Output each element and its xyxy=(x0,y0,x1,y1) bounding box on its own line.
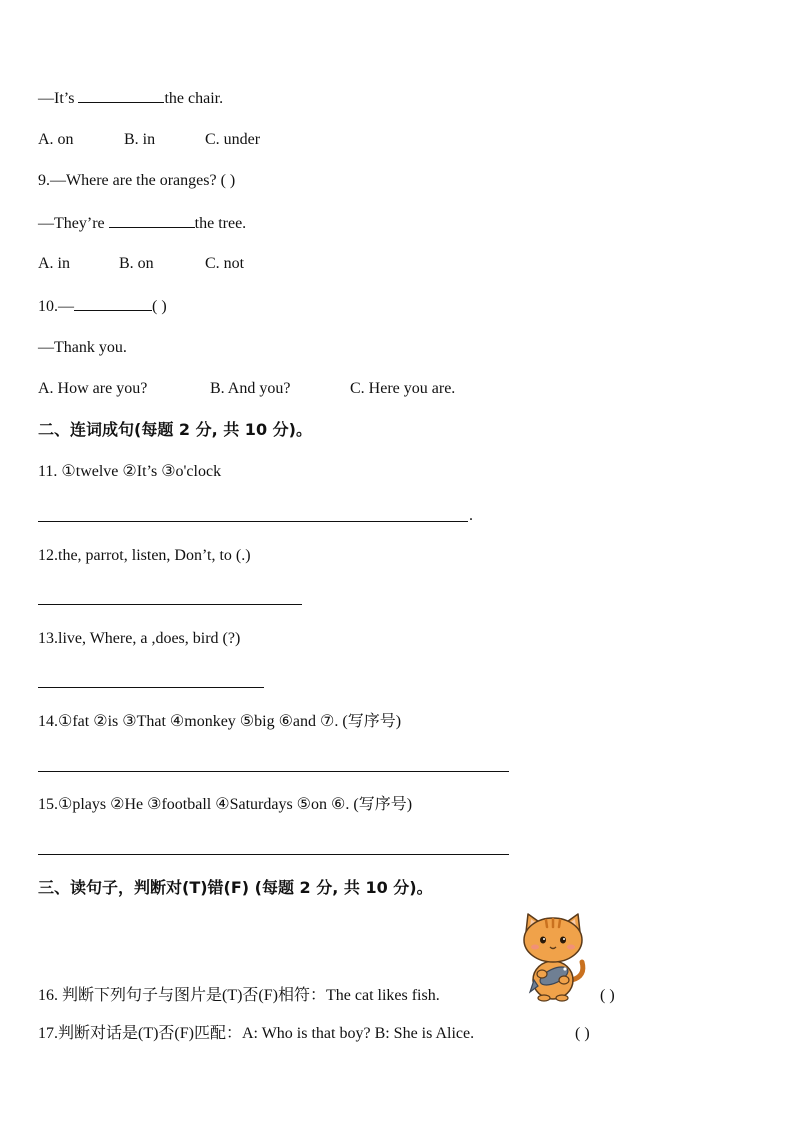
q9-answer-line: —They’re the tree. xyxy=(38,215,247,232)
q11-period: . xyxy=(469,507,473,524)
q8-options xyxy=(38,130,260,150)
q16-prompt: 16. 判断下列句子与图片是(T)否(F)相符：The cat likes fish. xyxy=(38,987,440,1004)
q9-option-a[interactable]: A. in xyxy=(38,255,70,272)
q10-question: 10.— ( ) xyxy=(38,298,167,315)
q8-option-b[interactable]: B. in xyxy=(124,131,156,148)
q11-answer-line[interactable] xyxy=(38,521,468,522)
q13-answer-line[interactable] xyxy=(38,687,264,688)
q16-answer-bracket[interactable]: ( ) xyxy=(600,987,615,1004)
q10-option-c[interactable]: C. Here you are. xyxy=(350,380,456,397)
q8-answer-line: —It’s the chair. xyxy=(38,90,224,107)
q15-answer-line[interactable] xyxy=(38,854,509,855)
q9-question: 9.—Where are the oranges? ( ) xyxy=(38,172,236,189)
q10-response: —Thank you. xyxy=(38,339,127,356)
q10-options xyxy=(38,379,455,399)
section2-heading: 二、连词成句(每题 2 分, 共 10 分)。 xyxy=(38,420,312,439)
q14-prompt: 14.①fat ②is ③That ④monkey ⑤big ⑥and ⑦. (写序号) xyxy=(38,713,402,730)
q15-prompt: 15.①plays ②He ③football ④Saturdays ⑤on ⑥. (写序号) xyxy=(38,796,413,813)
q11-prompt: 11. ①twelve ②It’s ③o'clock xyxy=(38,463,222,480)
q8-blank[interactable] xyxy=(78,88,164,103)
section3-heading: 三、读句子，判断对(T)错(F) (每题 2 分, 共 10 分)。 xyxy=(38,878,433,897)
q9-options xyxy=(38,254,244,274)
q17-prompt: 17.判断对话是(T)否(F)匹配：A: Who is that boy? B: She is Alice. xyxy=(38,1025,475,1042)
q14-answer-line[interactable] xyxy=(38,771,509,772)
q12-prompt: 12.the, parrot, listen, Don’t, to (.) xyxy=(38,547,251,564)
q9-blank[interactable] xyxy=(109,213,195,228)
q9-option-b[interactable]: B. on xyxy=(119,255,154,272)
q10-blank[interactable] xyxy=(74,296,152,311)
q13-prompt: 13.live, Where, a ,does, bird (?) xyxy=(38,630,241,647)
q10-option-a[interactable]: A. How are you? xyxy=(38,380,148,397)
q8-option-c[interactable]: C. under xyxy=(205,131,261,148)
q10-option-b[interactable]: B. And you? xyxy=(210,380,291,397)
q12-answer-line[interactable] xyxy=(38,604,302,605)
q9-option-c[interactable]: C. not xyxy=(205,255,245,272)
q17-answer-bracket[interactable]: ( ) xyxy=(575,1025,590,1042)
q8-option-a[interactable]: A. on xyxy=(38,131,74,148)
cat-holding-fish-icon xyxy=(516,910,590,1002)
